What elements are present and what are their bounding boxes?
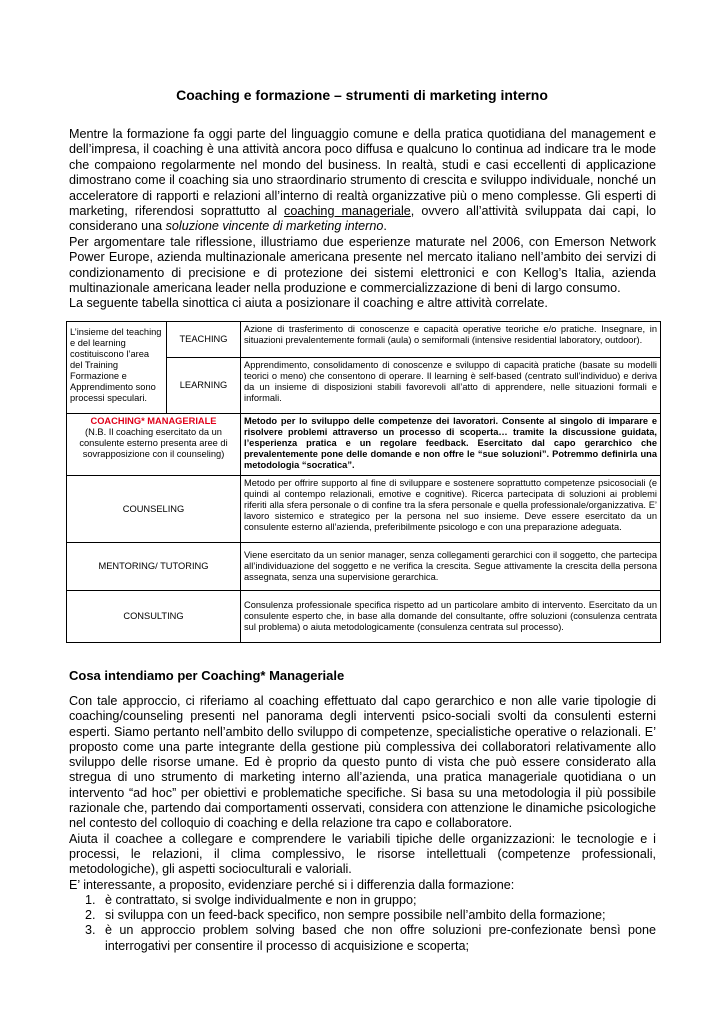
table-row-mentoring: [67, 543, 661, 591]
list-item: 1. è contrattato, si svolge individualmente e non in gruppo;: [99, 893, 656, 908]
intro-paragraph-2: Per argomentare tale riflessione, illustriamo due esperienze maturate nel 2006, con Emerson Network Power Europe, azienda multinazionale americana presente nel mercato italiano nell’ambito dei servizi di condizionamento di precisione e di protezione dei sistemi elettronici e con Kellog’s Italia, azienda multinazionale americana leader nella produzione e commercializzazione di beni di largo consumo.: [69, 234, 656, 296]
intro-text-a: Mentre la formazione fa oggi parte del linguaggio comune e della pratica quotidiana del management e dell’impresa, il coaching è una attività ancora poco diffusa e qualcuno lo continua ad indicare tra le mode che compaiono regolarmente nel mondo del business. In realtà, studi e casi eccellenti di applicazione dimostrano come il coaching sia uno straordinario strumento di crescita e sviluppo individuale, nonché un acceleratore di rapporti e relazioni all’interno di realtà organizzative più o meno complesse. Gli esperti di marketing, riferendosi soprattutto al: [69, 127, 656, 219]
intro-paragraph-3: La seguente tabella sinottica ci aiuta a posizionare il coaching e altre attività correlate.: [69, 296, 548, 311]
synoptic-table: [66, 321, 661, 643]
intro-section: [69, 127, 656, 312]
consulting-label: CONSULTING: [67, 591, 241, 643]
coaching-manageriale-underlined: coaching manageriale: [284, 204, 411, 219]
section-paragraph-2: Aiuta il coachee a collegare e comprendere le variabili tipiche delle organizzazioni: le tecnologie e i processi, le relazioni, il clima complessivo, le risorse intellettuali (competenze professionali, metodologiche), gli aspetti socioculturali e valoriali.: [69, 831, 656, 877]
section-body: [69, 694, 656, 954]
intro-text-b: , ovvero all’attività sviluppata dai capi, lo considerano una: [69, 204, 656, 234]
counseling-description: Metodo per offrire supporto al fine di sviluppare e sostenere soprattutto competenze psicosociali (e quindi al contempo relazionali, emotive e cognitive). Ricerca partecipata di soluzioni ai problemi riferiti alla sfera personale o di confine tra la sfera personale e quella professionale/organizzativa. E’ lavoro sistemico e strategico per la persona nel suo insieme. Deve essere esercitato da un consulente esterno all’azienda, preferibilmente psicologo e con una preparazione adeguata.: [241, 476, 661, 543]
table-row-teaching: [67, 322, 661, 358]
counseling-label: COUNSELING: [67, 476, 241, 543]
coaching-label: COACHING* MANAGERIALE: [90, 416, 217, 426]
intro-paragraph-1: [69, 127, 656, 235]
training-group-label: L’insieme del teaching e del learning costituiscono l’area del Training Formazione e Apprendimento sono processi speculari.: [67, 322, 167, 414]
mentoring-label: MENTORING/ TUTORING: [67, 543, 241, 591]
list-item: 2. si sviluppa con un feed-back specifico, non sempre possibile nell’ambito della formazione;: [99, 908, 656, 923]
page-title: Coaching e formazione – strumenti di marketing interno: [176, 87, 548, 103]
teaching-description: Azione di trasferimento di conoscenze e capacità operative teoriche e/o pratiche. Insegnare, in situazioni prevalentemente formali (aula) o semiformali (intensive residential laboratory, outdoor).: [241, 322, 661, 358]
mentoring-description: Viene esercitato da un senior manager, senza collegamenti gerarchici con il soggetto, che partecipa all’individuazione del soggetto e ne verifica la crescita. Segue attivamente la crescita della persona assegnata, senza una supervisione gerarchica.: [241, 543, 661, 591]
intro-text-c: .: [383, 219, 387, 234]
coaching-description: Metodo per lo sviluppo delle competenze dei lavoratori. Consente al singolo di imparare e risolvere problemi attraverso un processo di scoperta… tramite la discussione guidata, l’esperienza pratica e un regolare feedback. Esercitato dal capo gerarchico che prevalentemente pone delle domande e non offre le “sue soluzioni”. Potremmo definirla una metodologia “socratica”.: [241, 414, 661, 476]
list-item: 3. è un approccio problem solving based che non offre soluzioni pre-confezionate bensì pone interrogativi per consentire il processo di acquisizione e scoperta;: [99, 923, 656, 954]
table-row-counseling: [67, 476, 661, 543]
section-paragraph-3: E’ interessante, a proposito, evidenziare perché si i differenzia dalla formazione:: [69, 877, 515, 892]
learning-label: LEARNING: [167, 358, 241, 414]
consulting-description: Consulenza professionale specifica rispetto ad un particolare ambito di intervento. Esercitato da un consulente esperto che, in base alla domande del consultante, offre soluzioni (consulenza centrata sul problema) o aiuta metodologicamente (consulenza centrata sul processo).: [241, 591, 661, 643]
section-heading: Cosa intendiamo per Coaching* Manageriale: [69, 668, 345, 683]
soluzione-vincente-italic: soluzione vincente di marketing interno: [165, 219, 384, 234]
teaching-label: TEACHING: [167, 322, 241, 358]
table-row-coaching: [67, 414, 661, 476]
learning-description: Apprendimento, consolidamento di conoscenze e sviluppo di capacità pratiche (basate su modelli teorici o meno) che consentono di operare. Il learning è self-based (centrato sull’individuo) e deriva da un insieme di disposizioni stabili favorevoli all’atto di apprendere, nelle situazioni formali e informali.: [241, 358, 661, 414]
differences-list: [69, 893, 656, 954]
table-row-consulting: [67, 591, 661, 643]
coaching-cell: [67, 414, 241, 476]
coaching-note: (N.B. Il coaching esercitato da un consulente esterno presenta aree di sovrapposizione con il counseling): [79, 427, 228, 459]
section-paragraph-1: Con tale approccio, ci riferiamo al coaching effettuato dal capo gerarchico e non alle varie tipologie di coaching/counseling presenti nel panorama degli interventi psico-sociali svolti da consulenti esterni esperti. Siamo pertanto nell’ambito dello sviluppo di competenze, specialistiche operative o relazionali. E’ proposto come una parte integrante della gestione più complessiva dei collaboratori relativamente allo sviluppo delle risorse umane. Ed è proprio da questo punto di vista che può essere considerato alla stregua di uno strumento di marketing interno all’azienda, una pratica manageriale quotidiana o un intervento “ad hoc” per obiettivi e problematiche specifiche. Si basa su una metodologia il più possibile razionale che, partendo dai comportamenti osservati, considera con attenzione le dinamiche psicologiche nel contesto del colloquio di coaching e della relazione tra capo e collaboratore.: [69, 694, 656, 831]
